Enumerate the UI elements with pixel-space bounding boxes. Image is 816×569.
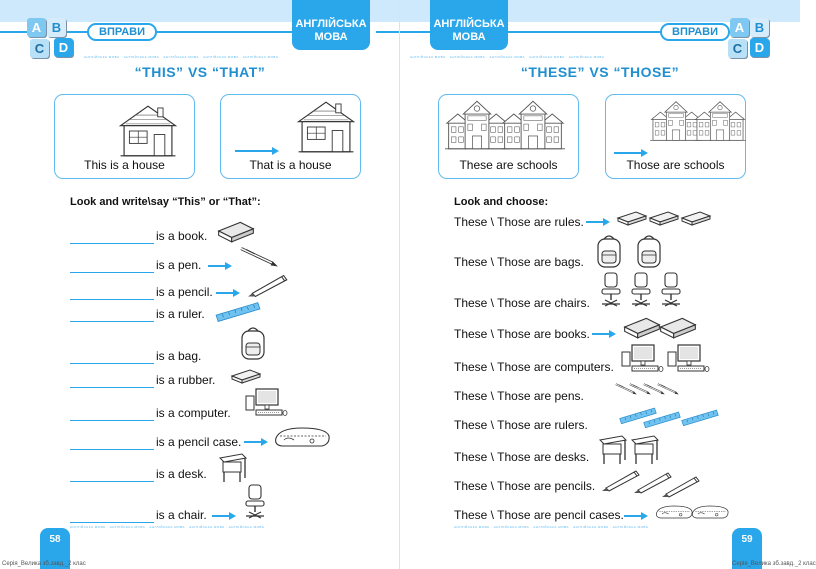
logo-cube-d: D [750,38,769,57]
exercise-text: is a computer. [156,406,231,420]
answer-blank[interactable] [70,438,154,450]
ruler-icon [642,410,682,428]
desk-icon [598,432,628,466]
footer-text: Серія_Велика зб.завд._2 клас [732,561,816,567]
logo-cube-c: C [30,39,49,58]
example-box-these [438,94,579,179]
arrow-icon [586,218,610,226]
page-title: “THIS” VS “THAT” [134,64,266,80]
exercise-text: is a bag. [156,349,202,363]
header-rule-right [376,31,400,33]
exercise-row [70,228,207,244]
pencil-icon [660,474,704,498]
backpack-icon [594,232,624,270]
exercise-row [70,434,241,450]
chair-icon [658,272,684,308]
example-caption: This is a house [84,158,165,172]
choice-row[interactable]: These \ Those are pencils. [454,479,596,493]
instruction: Look and write\say “This” or “That”: [70,196,261,208]
chair-icon [598,272,624,308]
eraser-icon [614,210,650,226]
arrow-icon [614,149,648,157]
logo-cube-c: C [728,39,747,58]
arrow-icon [216,289,240,297]
section-label: ВПРАВИ [660,23,730,41]
page-number: 58 [40,528,70,569]
choice-row[interactable]: These \ Those are computers. [454,360,614,374]
pencil-case-icon [654,502,694,522]
choice-row[interactable]: These \ Those are rules. [454,215,584,229]
choice-row[interactable]: These \ Those are books. [454,327,590,341]
tiny-strip: АНГЛІЙСЬКА МОВА · АНГЛІЙСЬКА МОВА · АНГЛІЙСЬКА МОВА · АНГЛІЙСЬКА МОВА · АНГЛІЙСЬКА МОВА [84,55,279,59]
pencil-icon [246,272,292,298]
header-rule-left [400,31,430,33]
exercise-text: is a desk. [156,467,207,481]
answer-blank[interactable] [70,352,154,364]
eraser-icon [228,368,264,384]
exercise-text: is a pencil case. [156,435,242,449]
computer-icon [666,344,710,374]
ruler-icon [680,408,720,426]
answer-blank[interactable] [70,310,154,322]
answer-blank[interactable] [70,288,154,300]
desk-icon [218,450,248,484]
example-box-that [220,94,361,179]
answer-blank[interactable] [70,409,154,421]
exercise-text: is a ruler. [156,307,205,321]
house-icon [295,99,357,155]
eraser-icon [646,210,682,226]
arrow-icon [212,512,236,520]
answer-blank[interactable] [70,511,154,523]
arrow-icon [208,262,232,270]
pencil-case-icon [690,502,730,522]
arrow-icon [624,512,648,520]
exercise-text: is a chair. [156,508,207,522]
logo-cube-a: A [27,18,46,37]
eraser-icon [678,210,714,226]
arrow-icon [592,330,616,338]
ruler-icon [214,300,262,322]
choice-row[interactable]: These \ Those are pens. [454,389,584,403]
page-title: “THESE” VS “THOSE” [520,64,680,80]
choice-row[interactable]: These \ Those are rulers. [454,418,588,432]
book-icon [656,314,700,340]
exercise-text: is a pencil. [156,285,213,299]
exercise-row [70,507,207,523]
exercise-row [70,372,215,388]
exercise-row [70,306,205,322]
example-caption: These are schools [459,158,558,172]
tiny-strip: АНГЛІЙСЬКА МОВА · АНГЛІЙСЬКА МОВА · АНГЛІЙСЬКА МОВА · АНГЛІЙСЬКА МОВА · АНГЛІЙСЬКА МОВА [410,55,605,59]
house-icon [117,103,179,159]
choice-row[interactable]: These \ Those are desks. [454,450,590,464]
exercise-text: is a rubber. [156,373,216,387]
choice-row[interactable]: These \ Those are chairs. [454,296,590,310]
logo-cube-b: B [750,18,769,37]
arrow-icon [244,438,268,446]
logo-cube-a: A [730,18,749,37]
tiny-strip-bottom: АНГЛІЙСЬКА МОВА · АНГЛІЙСЬКА МОВА · АНГЛІЙСЬКА МОВА · АНГЛІЙСЬКА МОВА · АНГЛІЙСЬКА МОВА [454,525,649,529]
answer-blank[interactable] [70,232,154,244]
answer-blank[interactable] [70,470,154,482]
school-icon [694,97,746,145]
tiny-strip-bottom: АНГЛІЙСЬКА МОВА · АНГЛІЙСЬКА МОВА · АНГЛІЙСЬКА МОВА · АНГЛІЙСЬКА МОВА · АНГЛІЙСЬКА МОВА [70,525,265,529]
backpack-icon [634,232,664,270]
backpack-icon [238,324,268,362]
exercise-row [70,284,213,300]
logo-cube-b: B [47,18,66,37]
choice-row[interactable]: These \ Those are bags. [454,255,584,269]
answer-blank[interactable] [70,261,154,273]
exercise-row [70,405,231,421]
subject-tab: АНГЛІЙСЬКА МОВА [430,0,508,50]
exercise-text: is a book. [156,229,208,243]
example-caption: That is a house [249,158,332,172]
school-icon [445,97,509,153]
example-box-this [54,94,195,179]
footer-text: Серія_Велика зб.завд._2 клас [2,561,86,567]
book-icon [214,218,258,244]
pencil-case-icon [272,424,332,450]
answer-blank[interactable] [70,376,154,388]
computer-icon [244,388,288,418]
arrow-icon [235,147,279,155]
section-label: ВПРАВИ [87,23,157,41]
pen-icon [238,244,280,270]
page-number: 59 [732,528,762,569]
left-page [0,0,400,569]
pen-icon [656,376,680,402]
computer-icon [620,344,664,374]
example-box-those [605,94,746,179]
example-caption: Those are schools [626,158,725,172]
exercise-row [70,257,201,273]
school-icon [501,97,565,153]
logo-cube-d: D [54,38,73,57]
instruction: Look and choose: [454,196,549,208]
subject-tab: АНГЛІЙСЬКА МОВА [292,0,370,50]
exercise-row [70,466,207,482]
header-rule-mid [140,31,300,33]
exercise-row [70,348,201,364]
chair-icon [242,484,268,520]
choice-row[interactable]: These \ Those are pencil cases. [454,508,624,522]
chair-icon [628,272,654,308]
header-rule-mid [505,31,660,33]
desk-icon [630,432,660,466]
exercise-text: is a pen. [156,258,202,272]
